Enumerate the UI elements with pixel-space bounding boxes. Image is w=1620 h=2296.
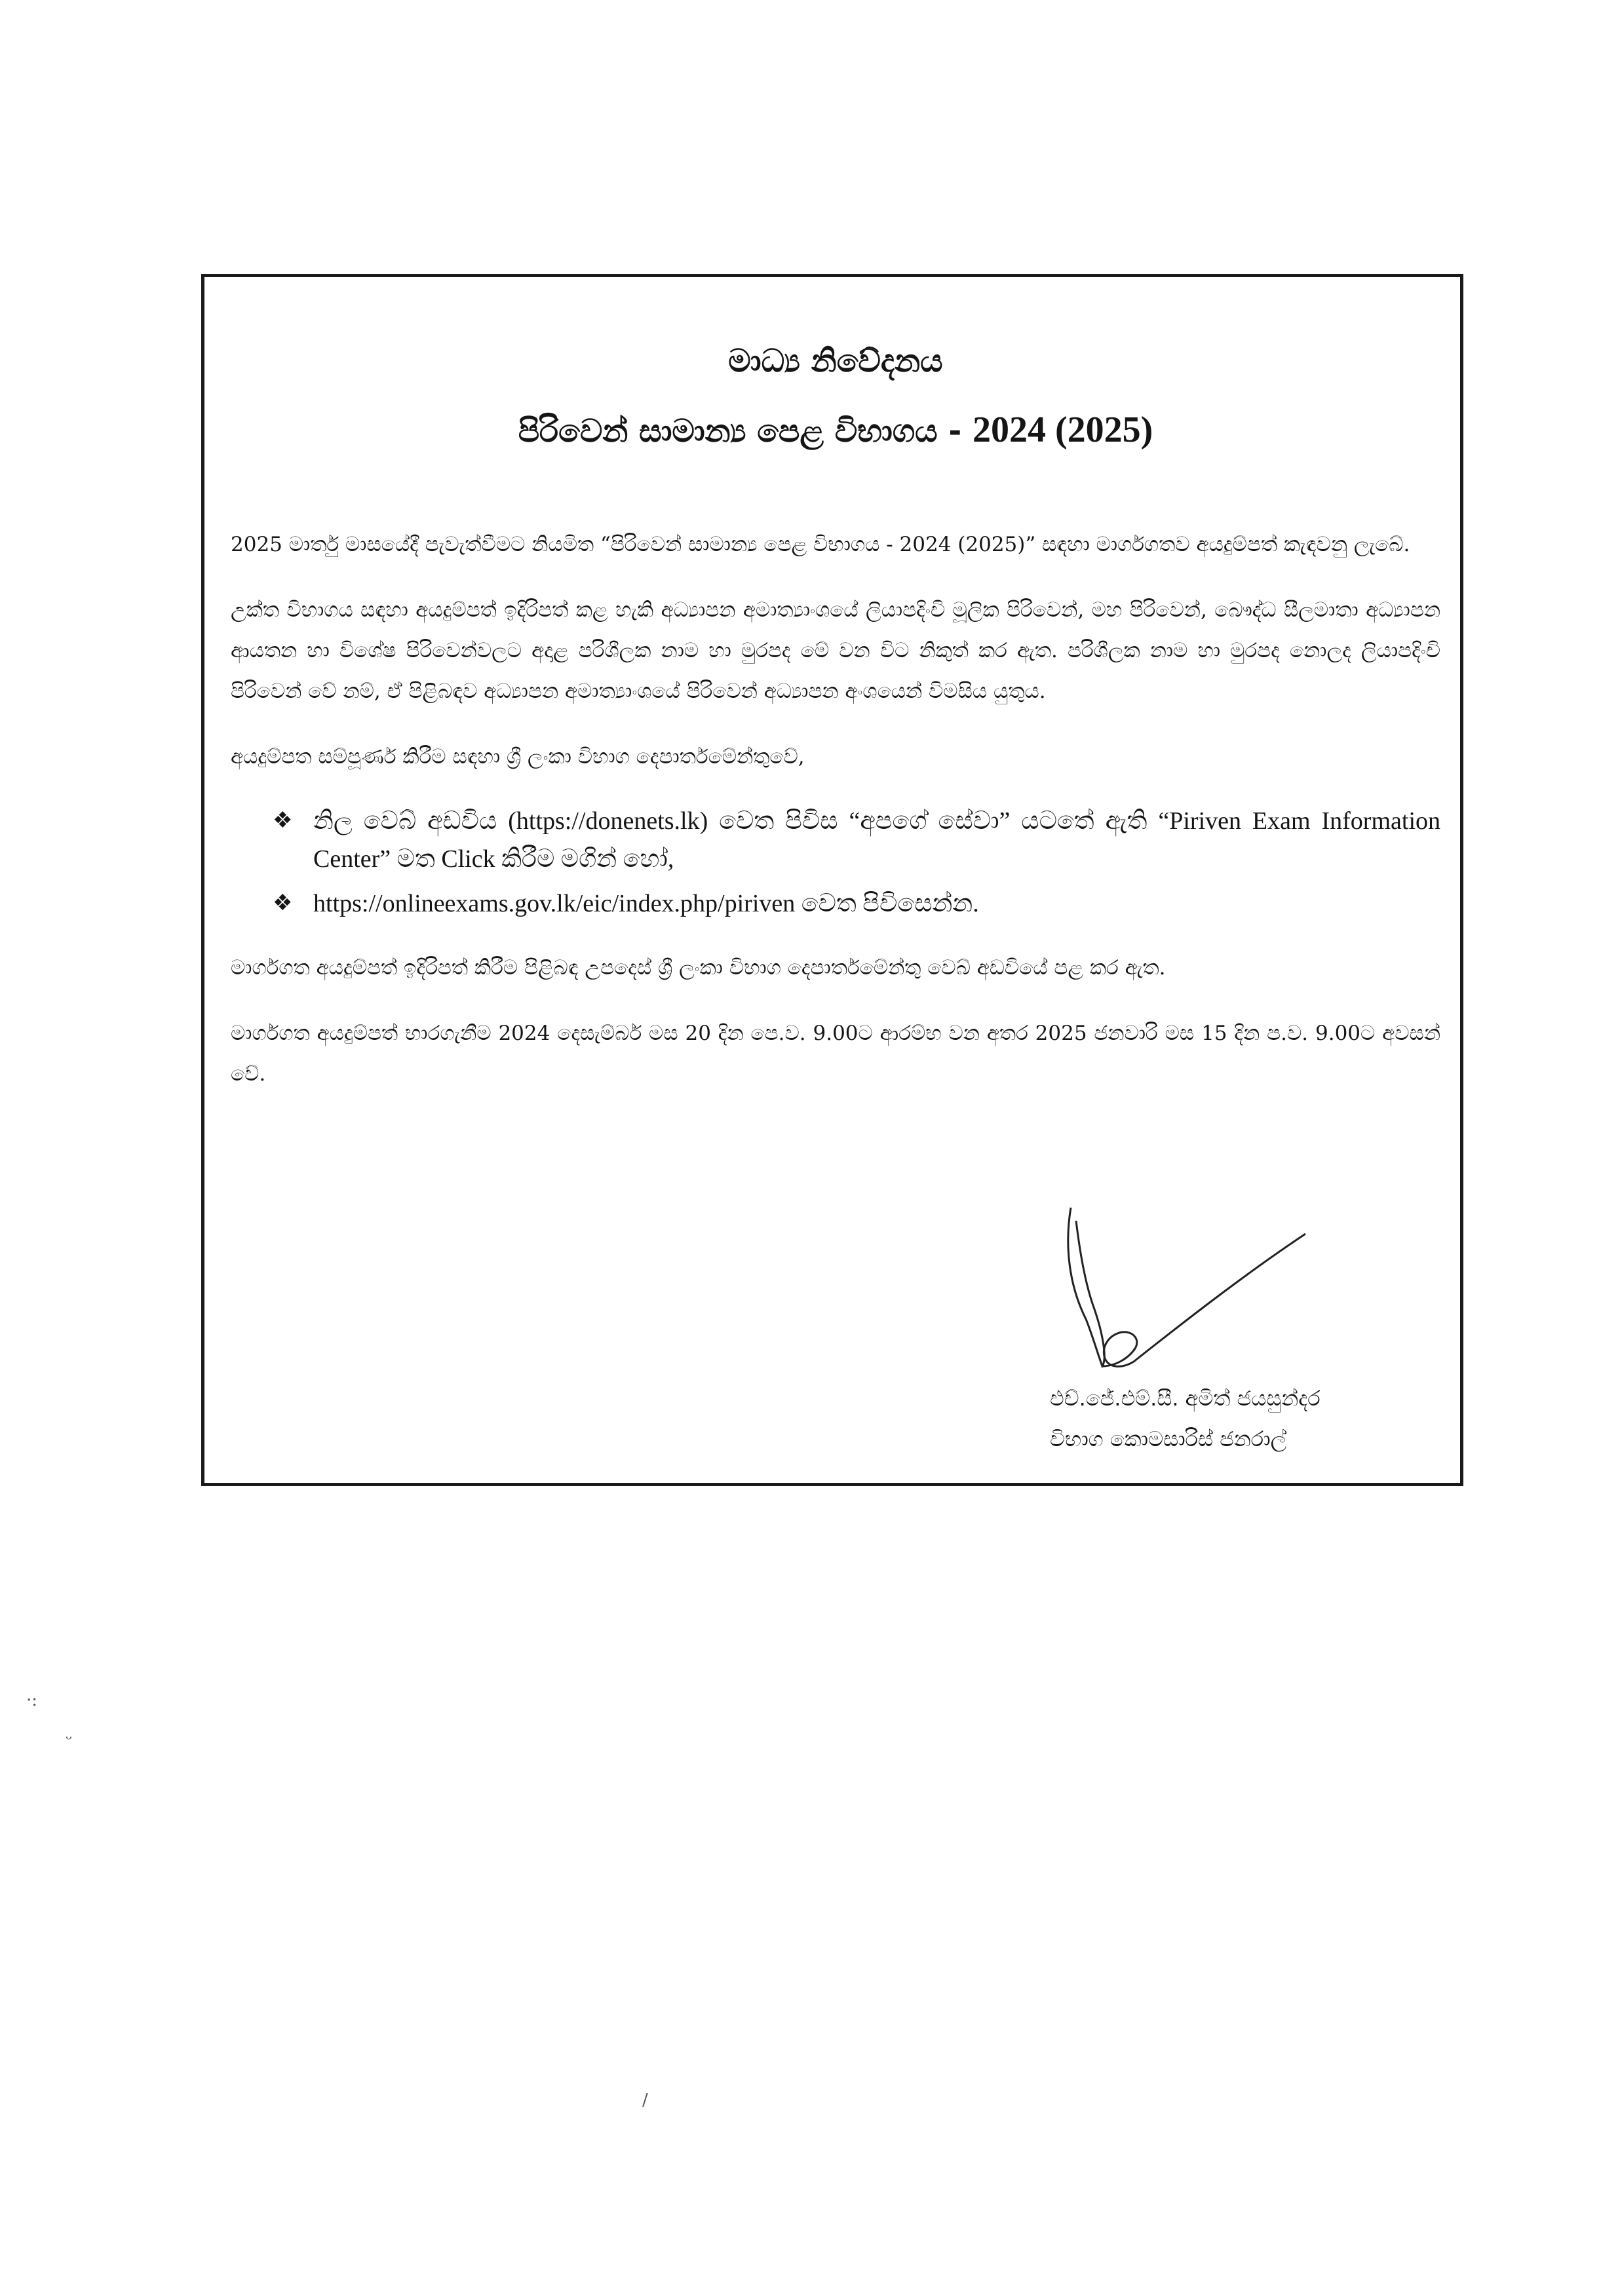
paragraph-eligibility: උක්ත විභාගය සඳහා අයදුම්පත් ඉදිරිපත් කළ හැකි අධ්‍යාපන අමාත්‍යාංශයේ ලියාපදිංචි මූලික පිරිවෙන්, මහ පිරිවෙන්, බෞද්ධ සීලමාතා අධ්‍යාපන ආයතන හා විශේෂ පිරිවෙන්වලට අදාළ පරිශීලක නාම හා මුරපද මේ වන විට නිකුත් කර ඇත. පරිශීලක නාම හා මුරපද නොලද ලියාපදිංචි පිරිවෙන් වේ නම්, ඒ පිළිබඳව අධ්‍යාපන අමාත්‍යාංශයේ පිරිවෙන් අධ්‍යාපන අංශයෙන් විමසිය යුතුය. <box>231 598 1440 703</box>
diamond-bullet-icon: ❖ <box>273 808 293 833</box>
subtitle-text: පිරිවෙන් සාමාන්‍ය පෙළ විභාගය - <box>518 412 973 450</box>
bullet-text-link: https://onlineexams.gov.lk/eic/index.php/piriven වෙත පිවිසෙන්න. <box>313 889 979 917</box>
paragraph-instructions: අයදුම්පත සම්පූර්ණ කිරීම සඳහා ශ්‍රී ලංකා විභාග දෙපාර්තමේන්තුවේ, <box>231 744 805 769</box>
bullet-text-website: නිල වෙබ් අඩවිය (https://donenets.lk) වෙත පිවිස “අපගේ සේවා” යටතේ ඇති “Piriven Exam Information Center” මත Click කිරීම මගින් හෝ, <box>313 807 1440 873</box>
signature-block <box>958 1221 1417 1459</box>
signer-name: එච්.ජේ.එම්.සී. අමිත් ජයසුන්දර <box>1050 1386 1321 1411</box>
paragraph-intro: 2025 මාර්තු මාසයේදී පැවැත්වීමට නියමිත “පිරිවෙන් සාමාන්‍ය පෙළ විභාගය - 2024 (2025)” සඳහා මාර්ගගතව අයදුම්පත් කැඳවනු ලැබේ. <box>231 532 1410 556</box>
subtitle-year: 2024 (2025) <box>973 409 1153 450</box>
scan-speck: ᵕ <box>66 1730 73 1750</box>
list-item <box>273 802 1440 878</box>
notice-body <box>231 524 1440 1094</box>
signer-title: විභාග කොමසාරිස් ජනරාල් <box>1050 1426 1287 1451</box>
notice-subtitle <box>231 408 1440 452</box>
notice-title: මාධ්‍ය නිවේදනය <box>728 343 943 379</box>
scan-speck: / <box>642 2090 648 2110</box>
paragraph-guidance: මාර්ගගත අයදුම්පත් ඉදිරිපත් කිරීම පිළිබඳ උපදෙස් ශ්‍රී ලංකා විභාග දෙපාර්තමේන්තු වෙබ් අඩවියේ පළ කර ඇත. <box>231 955 1166 980</box>
paragraph-dates: මාර්ගගත අයදුම්පත් භාරගැනීම 2024 දෙසැම්බර් මස 20 දින පෙ.ව. 9.00ට ආරම්භ වන අතර 2025 ජනවාරි මස 15 දින ප.ව. 9.00ට අවසන් වේ. <box>231 1021 1440 1086</box>
scan-speck: ·: <box>26 1691 38 1710</box>
instruction-list <box>231 802 1440 923</box>
diamond-bullet-icon: ❖ <box>273 890 293 915</box>
list-item <box>273 885 1440 923</box>
notice-frame <box>201 274 1463 1486</box>
